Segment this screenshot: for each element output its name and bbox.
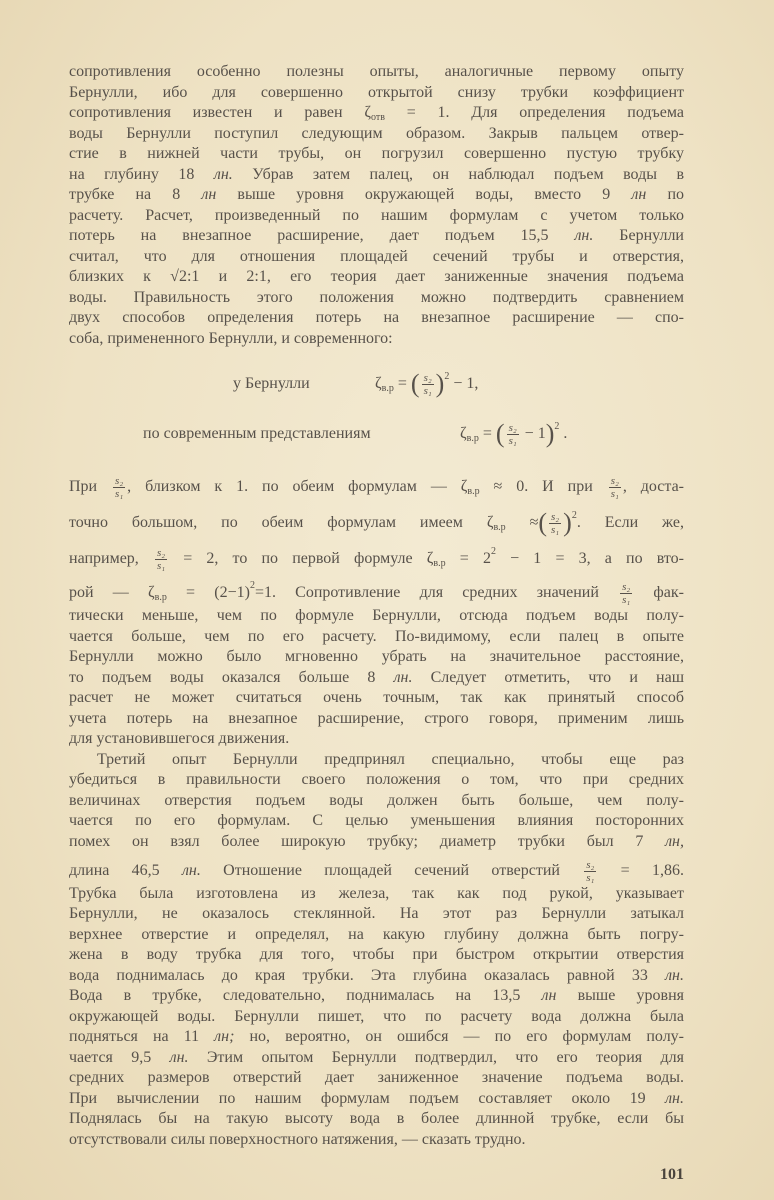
text-run: Бернулли можно было мгновенно убрать на значительное расстояние, [69,648,684,665]
zeta-symbol: ζ [364,104,371,121]
text-line [69,145,684,163]
fraction [609,475,621,500]
exponent: 2 [444,371,450,382]
text-line [69,268,684,286]
zeta-coefficient [426,550,446,570]
text-run: Вода в трубке, следовательно, поднималась на 13,5 [69,987,542,1004]
zeta-subscript: в.р [381,383,394,394]
text-run: воды. Правильность этого положения можно подтвердить сравнением [69,288,684,306]
zeta-symbol: ζ [460,478,468,496]
parenthesis: ( [538,508,548,538]
zeta-symbol: ζ [375,375,382,392]
zeta-coefficient [460,478,480,498]
unit-abbrev: лн. [181,861,201,879]
text-line [69,309,684,327]
zeta-subscript: в.р [467,486,480,498]
zeta-coefficient [147,584,167,604]
text-line [69,858,685,884]
unit-abbrev: лн. [169,1048,189,1066]
text-run: тически меньше, чем по формуле Бернулли, отсюда подъем воды полу- [69,607,684,624]
text-run: Поднялась бы на такую высоту вода в более длинной трубке, если бы [69,1110,684,1127]
text-run: близких к √2:1 и 2:1, его теория дает заниженные значения подъема [69,268,684,285]
parenthesis: ) [563,508,572,538]
text-run: но, вероятно, он ошибся — по его формулам полу- [234,1028,685,1045]
text-run: учета потерь на внезапное расширение, строго говоря, применим лишь [69,709,684,727]
text-run: выше уровня окружающей воды, вместо 9 [216,186,632,203]
formula-label: по современным представлениям [143,425,371,442]
text-run: = 1. Для определения подъема [384,104,685,121]
text-run: подняться на 11 [69,1028,215,1045]
text-run: длина 46,5 [69,861,182,879]
unit-abbrev: лн. [393,668,413,686]
text-run: то подъем воды оказался больше 8 [69,668,394,686]
text-run: При вычислении по нашим формулам подъем составляет около 19 [69,1089,666,1107]
text-run: Следует отметить, что и наш [412,668,685,686]
fraction-denominator: s₁ [586,871,595,884]
text-run: двух способов определения потерь на внезапное расширение — спо- [69,309,684,326]
text-run: рой — [69,584,148,602]
fraction [549,511,561,536]
text-run: сопротивления известен и равен [69,104,365,121]
text-line [69,669,684,687]
text-run: выше уровня [556,987,685,1004]
fraction [155,547,167,572]
text-run: = [393,375,411,392]
parenthesis: ( [410,369,420,398]
fraction [584,859,596,884]
text-run: например, [69,550,153,568]
zeta-coefficient [375,375,394,392]
formula-label: у Бернулли [233,375,310,392]
fraction-denominator: s₁ [622,594,631,606]
text-run: Бернулли, не оказалось стеклянной. На этот раз Бернулли затыкал [69,905,684,922]
text-line [69,1110,684,1128]
text-run: помех он взял более широкую трубку; диаметр трубки был 7 [69,832,666,850]
zeta-subscript: в.р [154,592,167,604]
text-run: Отношение площадей сечений отверстий [200,861,583,879]
text-run: верхнее отверстие и определял, на какую глубину должна быть погру- [69,925,684,943]
text-line [69,833,684,851]
text-run: стие в нижней части трубы, он погрузил совершенно пустую трубку [69,145,684,162]
text-line [69,84,684,102]
text-run: расчету. Расчет, произведенный по нашим формулам с учетом только [69,206,684,224]
text-run: убедиться в правильности своего положения о том, что при средних [69,771,684,788]
zeta-subscript: в.р [493,522,506,534]
exponent: 2 [490,546,496,558]
text-run: ≈ [505,514,539,532]
text-line [69,1131,684,1149]
text-line [69,926,684,944]
unit-abbrev: лн. [574,227,594,244]
text-line [69,508,684,538]
fraction-numerator: s₂ [423,371,432,384]
text-run: соба, примененного Бернулли, и современного: [69,329,393,347]
unit-abbrev: лн [541,987,557,1004]
fraction [507,422,519,447]
fraction-numerator: s₂ [586,858,595,871]
text-run: При [69,478,112,496]
text-run: ≈ 0. И при [479,478,607,496]
text-line [69,607,684,625]
fraction-numerator: s₂ [508,421,517,434]
text-run: − 1 = 3, а по вто- [495,550,685,568]
text-line [69,885,684,903]
zeta-symbol: ζ [147,584,155,602]
unit-abbrev: лн [631,186,647,203]
fraction [422,372,434,397]
text-line [69,905,684,923]
text-line [69,166,684,184]
text-line [69,967,684,985]
fraction-denominator: s₁ [508,434,517,447]
text-run: . Если же, [576,514,684,532]
text-run: по [646,186,685,203]
text-run: = 2, то по первой формуле [169,550,427,568]
zeta-symbol: ζ [460,425,467,442]
text-line [69,1028,684,1046]
text-run: = (2−1) [166,584,250,602]
text-run: считал, что для отношения площадей сечений трубы и отверстия, [69,247,684,265]
text-run: = 2 [445,550,491,568]
exponent: 2 [554,421,560,432]
zeta-coefficient [486,514,506,534]
text-line [69,987,684,1005]
text-run: на глубину 18 [69,165,214,183]
zeta-coefficient [364,104,385,121]
text-run: Убрав затем палец, он наблюдал подъем воды в [232,165,684,183]
text-run: воды Бернулли поступил следующим образом. Закрыв пальцем отвер- [69,124,684,142]
text-line [69,812,684,830]
text-run: вода поднималась до края трубки. Эта глубина оказалась равной 33 [69,966,666,984]
text-run: фак- [634,584,685,602]
fraction-numerator: s₂ [551,511,560,523]
text-line [69,648,684,666]
text-run: чается по его формулам. С целью уменьшения влияния посторонних [69,812,684,829]
parenthesis: ) [545,419,555,448]
text-run: Третий опыт Бернулли предпринял специально, чтобы еще раз [97,750,684,768]
text-run: чается 9,5 [69,1048,170,1066]
text-line [69,330,684,348]
text-run: = 1,86. [598,861,685,879]
text-line [69,104,684,122]
text-line [69,63,684,81]
fraction-denominator: s₁ [423,384,432,397]
text-line [69,475,685,500]
text-run: потерь на внезапное расширение, дает подъем 15,5 [69,227,575,244]
text-line [69,546,685,572]
text-run: , доста- [622,478,685,496]
text-run: Бернулли, ибо для совершенно открытой снизу трубки коэффициент [69,83,684,101]
text-run: = [478,425,496,442]
text-run: =1. Сопротивление для средних значений [254,584,619,602]
text-line [69,1090,684,1108]
text-run: чается больше, чем по его расчету. По-видимому, если палец в опыте [69,627,684,645]
fraction-denominator: s₁ [156,560,166,572]
text-line [69,792,684,810]
text-line [69,689,684,707]
text-line [69,125,684,143]
unit-abbrev: лн; [214,1028,235,1045]
text-line [69,710,684,728]
fraction-denominator: s₁ [610,488,619,500]
text-run: − 1 [520,425,546,442]
text-run: . [559,425,568,442]
text-run: , близком к 1. по обеим формулам — [127,478,461,496]
text-run: трубке на 8 [69,186,202,203]
text-run: расчет не может считаться очень точным, так как принятый способ [69,689,684,706]
text-line [69,580,685,606]
fraction-numerator: s₂ [115,475,124,487]
text-line [69,771,684,789]
unit-abbrev: лн, [665,832,684,850]
text-run: − 1, [449,375,479,392]
formula-bernoulli [375,366,478,402]
zeta-subscript: в.р [466,433,479,444]
unit-abbrev: лн [201,186,217,203]
exponent: 2 [571,510,577,522]
formula-modern [460,416,567,452]
text-line [69,946,684,964]
zeta-subscript: отв [370,112,385,123]
text-run: величинах отверстия подъем воды должен быть больше, чем полу- [69,791,684,809]
text-line [69,186,684,204]
text-run: точно большом, по обеим формулам имеем [69,514,487,532]
text-line [97,751,684,769]
exponent: 2 [249,580,255,592]
text-run: для установившегося движения. [69,730,290,747]
text-run: Бернулли [593,227,684,244]
text-run: Этим опытом Бернулли подтвердил, что его теория для [188,1048,684,1066]
text-run: жена в воду трубка для того, чтобы при быстром открытии отверстия [69,946,684,963]
fraction-numerator: s₂ [156,547,166,559]
text-run: средних размеров отверстий дает заниженное значение подъема воды. [69,1069,684,1086]
text-line [69,207,684,225]
unit-abbrev: лн. [665,966,684,984]
text-run: окружающей воды. Бернулли пишет, что по расчету вода должна была [69,1007,684,1025]
unit-abbrev: лн. [213,165,233,183]
fraction-denominator: s₁ [115,488,124,500]
text-line [69,289,684,307]
text-line [69,730,684,748]
zeta-coefficient [460,425,479,442]
parenthesis: ) [435,369,445,398]
zeta-symbol: ζ [426,550,434,568]
text-run: Трубка была изготовлена из железа, так как под рукой, указывает [69,884,684,902]
text-line [69,628,684,646]
fraction-numerator: s₂ [622,581,631,593]
text-run: отсутствовали силы поверхностного натяжения, — сказать трудно. [69,1130,526,1148]
fraction [113,475,125,500]
unit-abbrev: лн. [665,1089,684,1107]
text-line [69,1008,684,1026]
page-number: 101 [660,1166,684,1183]
text-line [69,227,684,245]
text-line [69,1069,684,1087]
fraction [620,581,632,606]
parenthesis: ( [495,419,505,448]
text-line [69,248,684,266]
fraction-numerator: s₂ [610,475,619,487]
text-line [69,1049,684,1067]
zeta-symbol: ζ [486,514,494,532]
zeta-subscript: в.р [433,558,446,570]
fraction-denominator: s₁ [551,524,560,536]
text-run: сопротивления особенно полезны опыты, аналогичные первому опыту [69,63,684,80]
